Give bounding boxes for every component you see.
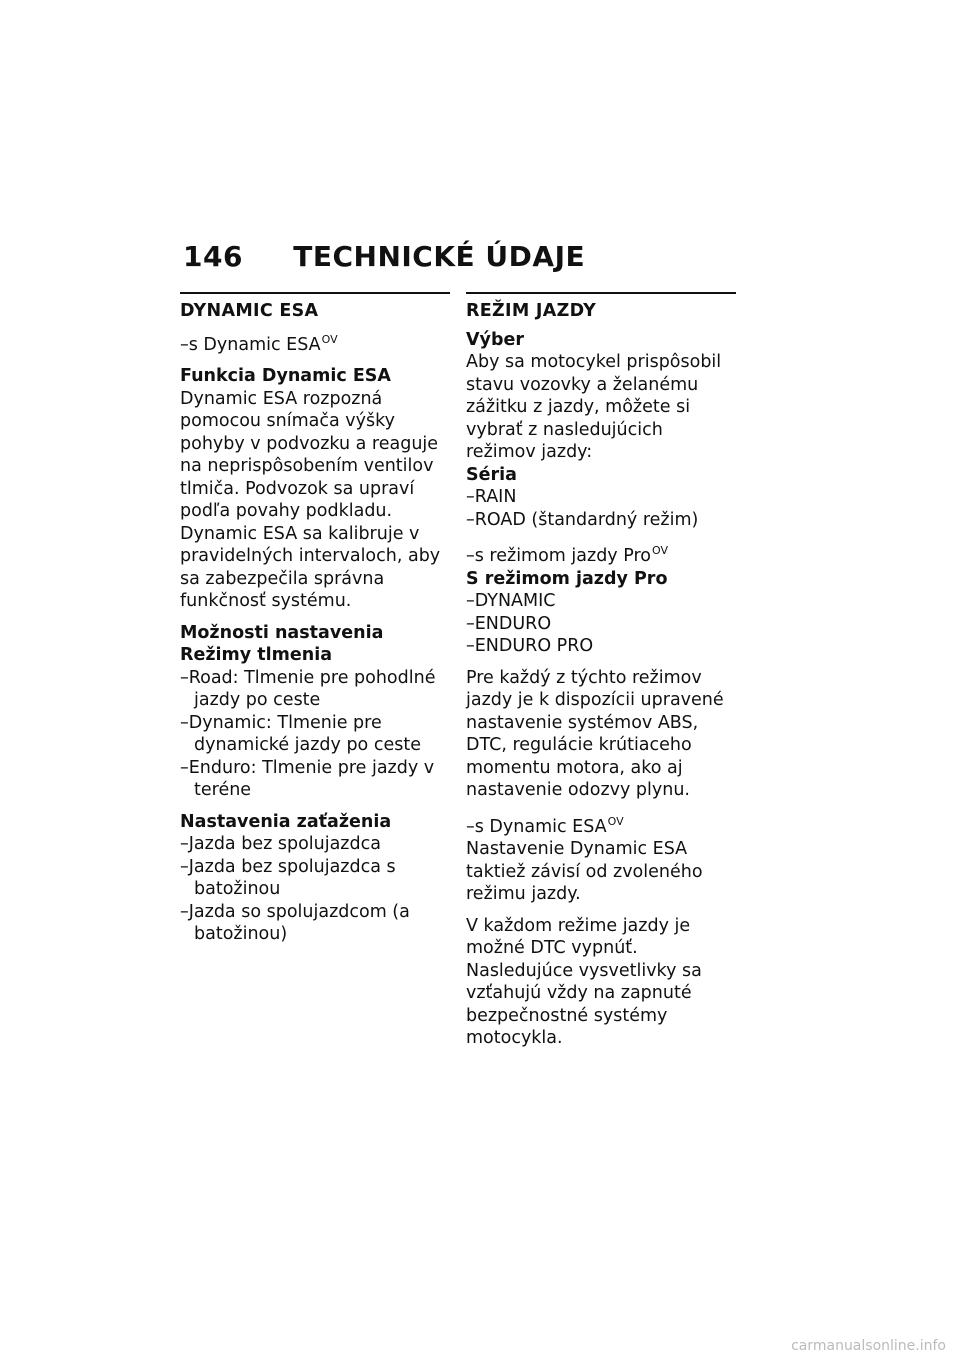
subsection-title-rezimy: Režimy tlmenia [180, 645, 332, 665]
list-item: –ROAD (štandardný režim) [466, 509, 699, 530]
right-column [466, 292, 736, 1050]
list-item: –Jazda so spolujazdcom (a batožinou) [180, 901, 410, 944]
paragraph: Dynamic ESA sa kalibruje v pravidelných intervaloch, aby sa zabezpečila správna funkčnosť systému. [180, 523, 441, 611]
page-header [183, 240, 585, 273]
page-number: 146 [183, 240, 243, 273]
paragraph: Aby sa motocykel prispôsobil stavu vozovky a želanému zážitku z jazdy, môžete si vybrať z nasledujúcich režimov jazdy: [466, 352, 722, 462]
subsection-title-vyber: Výber [466, 329, 524, 350]
subsection-title-moznosti: Možnosti nastavenia [180, 622, 384, 643]
section-rule [466, 292, 736, 294]
paragraph: Nastavenie Dynamic ESA taktiež závisí od zvoleného režimu jazdy. [466, 839, 703, 904]
subsection-title-seria: Séria [466, 464, 517, 485]
ov-badge: OV [651, 544, 668, 557]
paragraph: Pre každý z týchto režimov jazdy je k dispozícii upravené nastavenie systémov ABS, DTC, regulácie krútiaceho momentu motora, ako aj nastavenie odozvy plynu. [466, 667, 724, 800]
ov-badge: OV [321, 332, 338, 346]
watermark: carmanualsonline.info [791, 1338, 946, 1354]
paragraph: V každom režime jazdy je možné DTC vypnúť. Nasledujúce vysvetlivky sa vzťahujú vždy na zapnuté bezpečnostné systémy motocykla. [466, 915, 702, 1048]
left-column [180, 292, 450, 946]
option-line: –s režimom jazdy Pro$^{OV}$ [466, 544, 668, 566]
option-line: –s Dynamic $ESA^{OV}$ [180, 332, 338, 355]
section-rule [180, 292, 450, 294]
chapter-title: TECHNICKÉ ÚDAJE [293, 240, 586, 273]
subsection-title-funkcia: Funkcia Dynamic ESA [180, 366, 391, 386]
list-item: –ENDURO [466, 613, 552, 634]
list-item: –DYNAMIC [466, 591, 556, 611]
ov-badge: OV [607, 814, 624, 828]
list-item: –ENDURO PRO [466, 636, 594, 656]
list-item: –RAIN [466, 487, 517, 507]
section-title-dynamic-esa: DYNAMIC ESA [180, 301, 319, 321]
paragraph: Dynamic ESA rozpozná pomocou snímača výšky pohyby v podvozku a reaguje na neprispôsobením ventilov tlmiča. Podvozok sa upraví podľa povahy podkladu. [180, 388, 439, 521]
list-item: –Jazda bez spolujazdca s batožinou [180, 856, 396, 899]
list-item: –Dynamic: Tlmenie pre dynamické jazdy po ceste [180, 712, 421, 755]
list-item: –Enduro: Tlmenie pre jazdy v teréne [180, 757, 435, 800]
list-item: –Road: Tlmenie pre pohodlné jazdy po ceste [180, 667, 436, 710]
section-title-rezim-jazdy: REŽIM JAZDY [466, 301, 597, 321]
list-item: –Jazda bez spolujazdca [180, 834, 381, 854]
option-line: –s Dynamic $ESA^{OV}$ [466, 814, 624, 837]
subsection-title-pro: S režimom jazdy Pro [466, 568, 668, 589]
subsection-title-zataz: Nastavenia zaťaženia [180, 811, 392, 832]
